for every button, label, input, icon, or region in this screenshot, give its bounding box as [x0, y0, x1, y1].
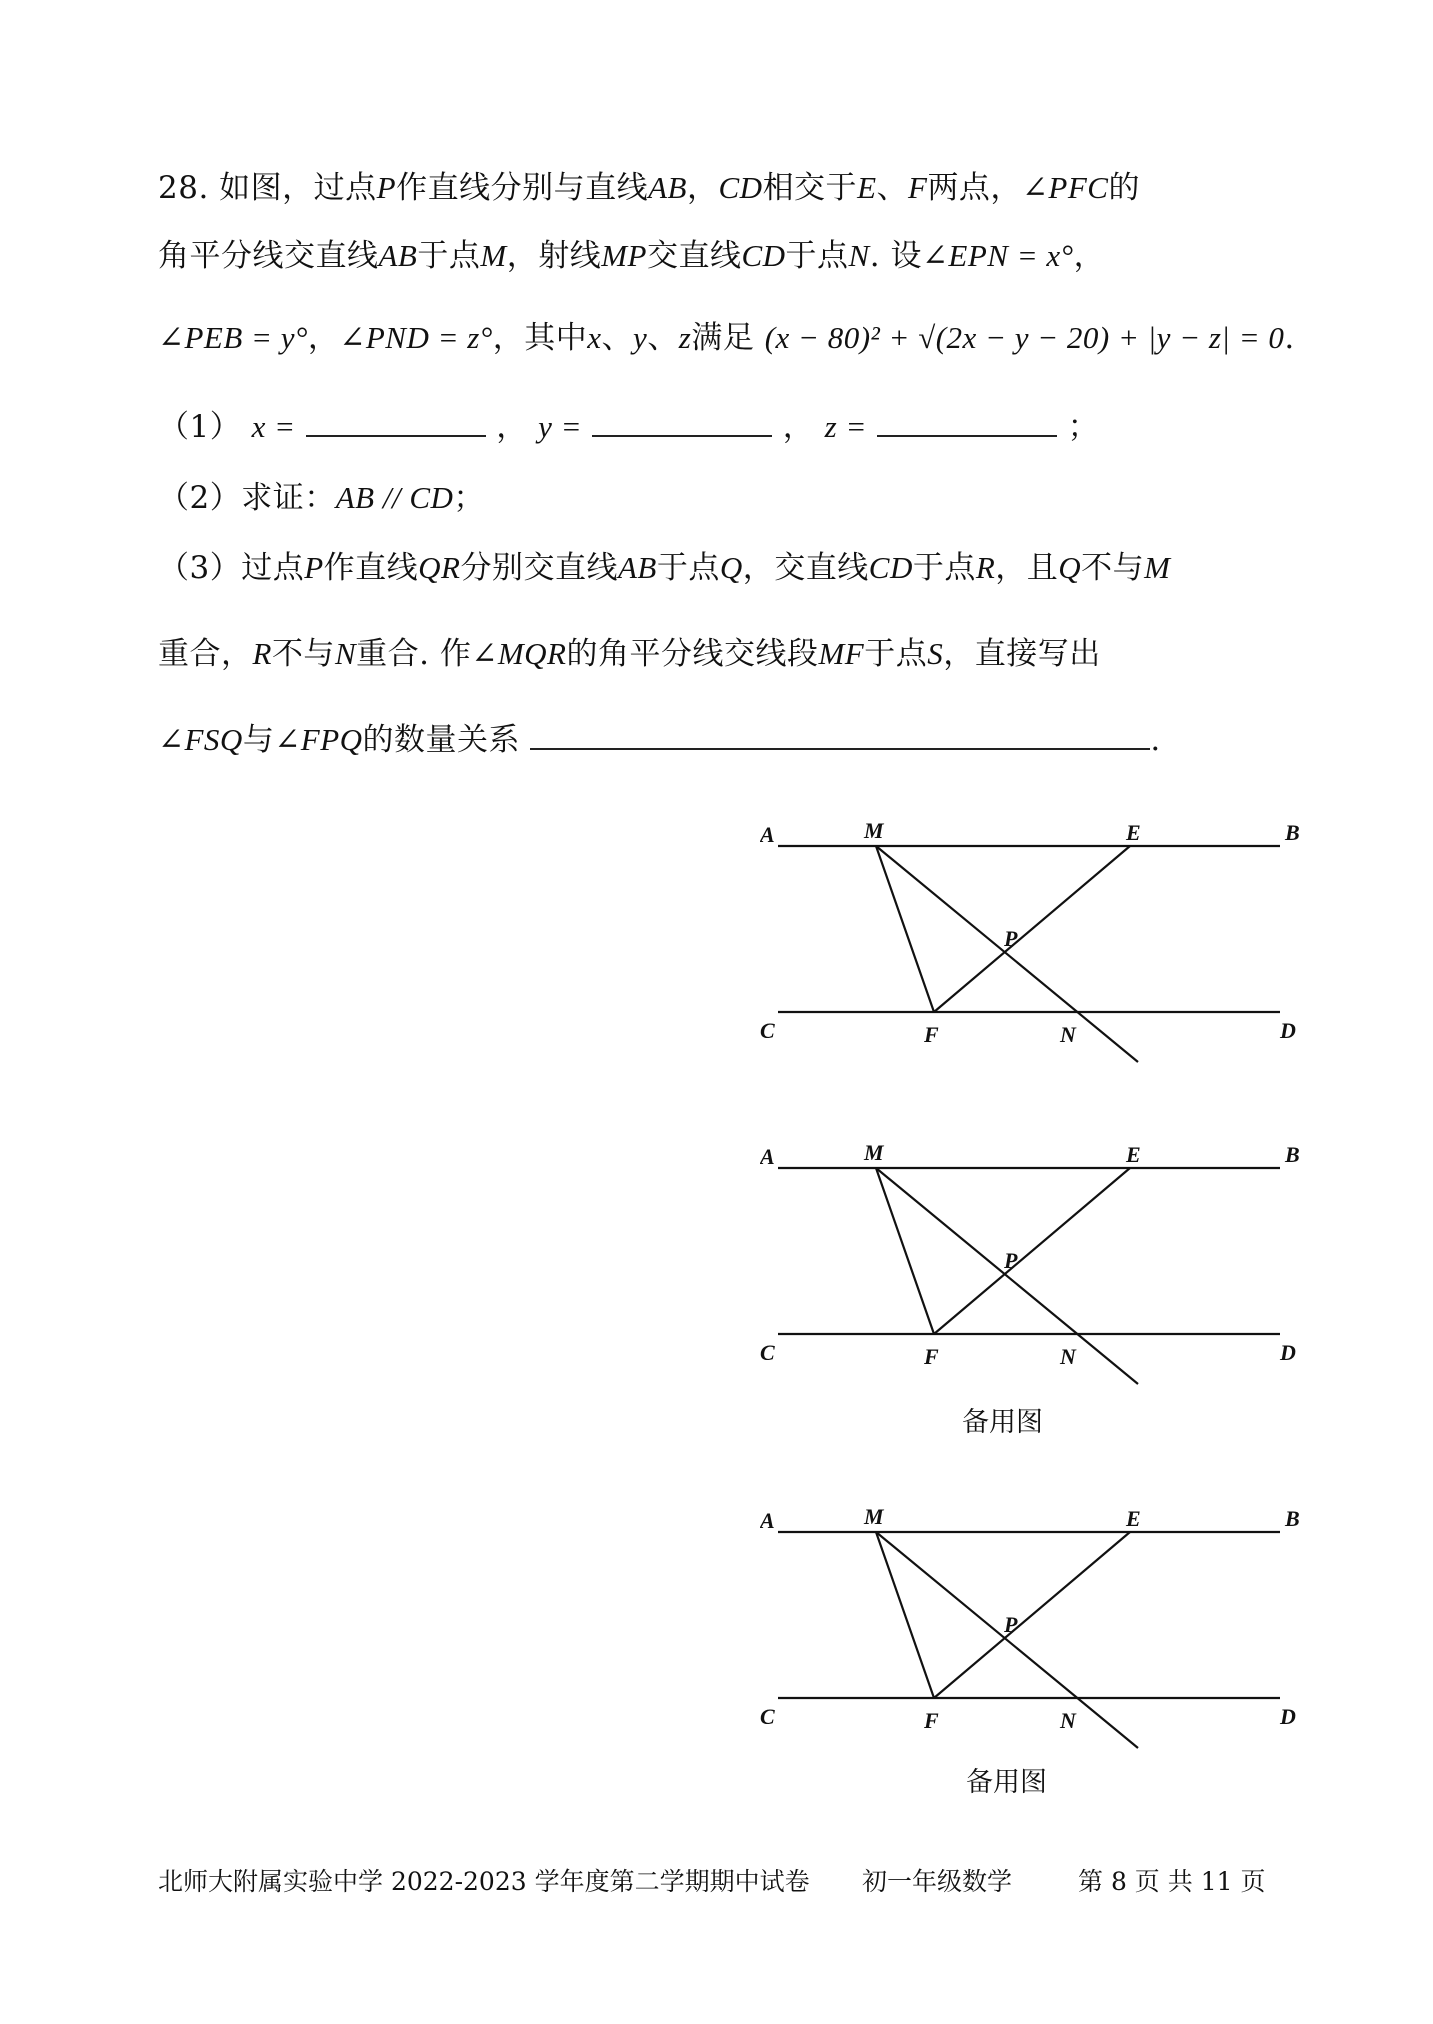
label-a: A — [760, 822, 775, 847]
label-m: M — [864, 1140, 884, 1165]
condition-equation: (x − 80)² + √(2x − y − 20) + |y − z| = 0 — [764, 320, 1285, 355]
label-m: M — [864, 1504, 884, 1529]
part-3-line-3: ∠FSQ与∠FPQ的数量关系 . — [158, 718, 1161, 760]
label-m: M — [864, 818, 884, 843]
figure-backup-2 — [760, 1498, 1300, 1758]
ray-mp — [876, 1532, 1138, 1748]
caption-backup-2: 备用图 — [966, 1767, 1047, 1798]
answer-blank-x[interactable] — [306, 405, 486, 437]
label-b: B — [1285, 820, 1300, 845]
label-a: A — [760, 1508, 775, 1533]
figure-main — [760, 812, 1300, 1072]
part-3-line-1: （3）过点P作直线QR分别交直线AB于点Q，交直线CD于点R，且Q不与M — [158, 550, 1171, 586]
line-ef — [934, 1532, 1130, 1698]
geometry-figure — [760, 812, 1300, 1072]
ray-mp — [876, 1168, 1138, 1384]
footer-school: 北师大附属实验中学 2022-2023 学年度第二学期期中试卷 — [158, 1867, 810, 1896]
geometry-figure — [760, 1134, 1300, 1394]
label-f: F — [924, 1344, 939, 1369]
answer-blank-y[interactable] — [592, 405, 772, 437]
part-1: （1） x = ， y = ， z = ； — [158, 405, 1099, 447]
label-d: D — [1280, 1340, 1296, 1365]
line-ef — [934, 846, 1130, 1012]
label-d: D — [1280, 1018, 1296, 1043]
label-p: P — [1004, 926, 1018, 951]
problem-line-1: 28. 如图，过点P作直线分别与直线AB，CD相交于E、F两点，∠PFC的 — [158, 170, 1140, 206]
label-p: P — [1004, 1248, 1018, 1273]
label-f: F — [924, 1708, 939, 1733]
label-c: C — [760, 1704, 775, 1729]
line-ef — [934, 1168, 1130, 1334]
label-e: E — [1126, 1506, 1141, 1531]
label-c: C — [760, 1018, 775, 1043]
label-n: N — [1060, 1344, 1076, 1369]
problem-line-2: 角平分线交直线AB于点M，射线MP交直线CD于点N. 设∠EPN = x°， — [158, 238, 1106, 274]
label-e: E — [1126, 820, 1141, 845]
label-b: B — [1285, 1142, 1300, 1167]
answer-blank-relation[interactable] — [530, 718, 1150, 750]
caption-backup-1: 备用图 — [962, 1407, 1043, 1438]
label-d: D — [1280, 1704, 1296, 1729]
label-f: F — [924, 1022, 939, 1047]
answer-blank-z[interactable] — [877, 405, 1057, 437]
part-3-line-2: 重合，R不与N重合. 作∠MQR的角平分线交线段MF于点S，直接写出 — [158, 636, 1101, 672]
footer-page-number: 第 8 页 共 11 页 — [1078, 1867, 1266, 1896]
label-n: N — [1060, 1708, 1076, 1733]
label-n: N — [1060, 1022, 1076, 1047]
label-c: C — [760, 1340, 775, 1365]
label-a: A — [760, 1144, 775, 1169]
label-b: B — [1285, 1506, 1300, 1531]
figure-backup-1 — [760, 1134, 1300, 1394]
footer-subject: 初一年级数学 — [862, 1867, 1013, 1896]
label-e: E — [1126, 1142, 1141, 1167]
problem-line-3: ∠PEB = y°，∠PND = z°，其中x、y、z满足 (x − 80)² + √(2x − y − 20) + |y − z| = 0. — [158, 320, 1295, 356]
ray-mp — [876, 846, 1138, 1062]
geometry-figure — [760, 1498, 1300, 1758]
label-p: P — [1004, 1612, 1018, 1637]
part-2: （2）求证：AB // CD； — [158, 480, 485, 516]
